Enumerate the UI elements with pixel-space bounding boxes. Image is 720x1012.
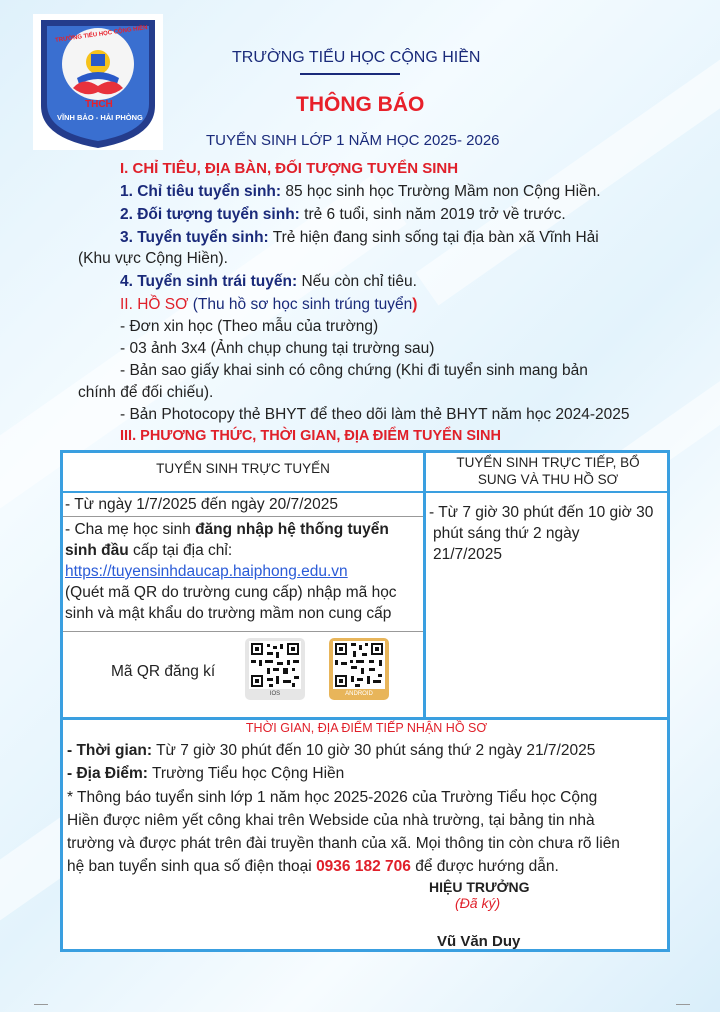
- signer-name: Vũ Văn Duy: [437, 933, 521, 950]
- section2-item: - Đơn xin học (Theo mẫu của trường): [120, 318, 379, 335]
- online-instructions: [65, 519, 423, 624]
- col2-header-line1: TUYỂN SINH TRỰC TIẾP, BỔ: [456, 455, 640, 470]
- phone-number: 0936 182 706: [316, 858, 411, 875]
- section2-item: chính để đối chiếu).: [78, 384, 214, 401]
- direct-admission-info: [429, 502, 669, 565]
- item2-text: trẻ 6 tuổi, sinh năm 2019 trở về trước.: [299, 206, 566, 223]
- col2-header: [426, 454, 670, 488]
- col1-header: TUYỂN SINH TRỰC TUYẾN: [156, 461, 330, 476]
- section2-heading: [120, 296, 417, 314]
- registration-link[interactable]: https://tuyensinhdaucap.haiphong.edu.vn: [65, 563, 348, 580]
- direct-line3: 21/7/2025: [433, 546, 502, 563]
- section1-item3-cont: (Khu vực Cộng Hiền).: [78, 250, 228, 267]
- online-line2a: sinh đầu: [65, 542, 129, 559]
- admission-table: [60, 450, 670, 952]
- corner-mark: [676, 1004, 690, 1005]
- table-section-divider: [63, 717, 670, 720]
- section2-heading-label: II. HỒ SƠ: [120, 296, 189, 313]
- qr-android-label: ANDROID: [345, 691, 373, 697]
- item1-label: 1. Chỉ tiêu tuyển sinh:: [120, 183, 282, 200]
- section1-item1: [120, 183, 601, 201]
- logo-mono: THCH: [85, 99, 113, 110]
- online-line4: sinh và mật khẩu do trường mầm non cung cấp: [65, 605, 392, 622]
- col2-header-line2: SUNG VÀ THU HỒ SƠ: [477, 472, 619, 487]
- logo-bottom-text: VĨNH BẢO - HẢI PHÒNG: [57, 113, 143, 122]
- receive-time: [67, 740, 595, 761]
- page-subtitle: TUYỂN SINH LỚP 1 NĂM HỌC 2025- 2026: [206, 132, 500, 149]
- notice-line3: trường và được phát trên đài truyền thanh của xã. Mọi thông tin còn chưa rõ liên: [67, 835, 620, 852]
- logo-top-text: TRƯỜNG TIỂU HỌC CỘNG HIỀN: [54, 25, 148, 44]
- direct-line1: - Từ 7 giờ 30 phút đến 10 giờ 30: [429, 504, 654, 521]
- page-title: THÔNG BÁO: [296, 93, 425, 116]
- online-line1a: - Cha mẹ học sinh: [65, 521, 196, 538]
- place-text: Trường Tiểu học Cộng Hiền: [147, 765, 345, 782]
- table-row-divider: [63, 516, 423, 517]
- section2-heading-close: ): [412, 296, 418, 313]
- item4-label: 4. Tuyển sinh trái tuyến:: [120, 273, 298, 290]
- direct-line2: phút sáng thứ 2 ngày: [433, 525, 580, 542]
- place-label: - Địa Điểm:: [67, 765, 148, 782]
- online-date-range: - Từ ngày 1/7/2025 đến ngày 20/7/2025: [65, 496, 338, 513]
- notice-line1: * Thông báo tuyển sinh lớp 1 năm học 2025-2026 của Trường Tiểu học Cộng: [67, 789, 598, 806]
- qr-code-android[interactable]: [329, 638, 389, 700]
- notice-line4a: hệ ban tuyển sinh qua số điện thoại: [67, 858, 317, 875]
- online-line2b: cấp tại địa chỉ:: [128, 542, 233, 559]
- school-name-text: TRƯỜNG TIỂU HỌC CỘNG HIỀN: [232, 49, 481, 66]
- table-row-divider: [63, 631, 423, 632]
- online-line3: (Quét mã QR do trường cung cấp) nhập mã học: [65, 584, 397, 601]
- item2-label: 2. Đối tượng tuyển sinh:: [120, 206, 300, 223]
- time-label: - Thời gian:: [67, 742, 153, 759]
- item1-text: 85 học sinh học Trường Mầm non Cộng Hiền.: [281, 183, 601, 200]
- table-header-divider: [63, 491, 423, 493]
- section1-item2: [120, 206, 566, 224]
- section1-item4: [120, 273, 417, 291]
- school-name: [232, 49, 480, 67]
- qr-label: Mã QR đăng kí: [111, 663, 216, 680]
- section1-heading: I. CHỈ TIÊU, ĐỊA BÀN, ĐỐI TƯỢNG TUYỂN SINH: [120, 160, 459, 177]
- signer-title: HIỆU TRƯỞNG: [429, 879, 530, 895]
- signed-note: (Đã ký): [455, 895, 501, 911]
- corner-mark: [34, 1004, 48, 1005]
- notice-line2: Hiền được niêm yết công khai trên Webside của nhà trường, tại bảng tin nhà: [67, 812, 595, 829]
- background-streak: [416, 0, 720, 306]
- section2-heading-note: (Thu hồ sơ học sinh trúng tuyển: [188, 296, 413, 313]
- receive-place: [67, 763, 344, 784]
- school-logo-emblem: [33, 14, 163, 150]
- qr-ios-label: IOS: [269, 691, 281, 697]
- time-text: Từ 7 giờ 30 phút đến 10 giờ 30 phút sáng thứ 2 ngày 21/7/2025: [152, 742, 596, 759]
- school-logo: [33, 14, 163, 150]
- section2-item: - 03 ảnh 3x4 (Ảnh chụp chung tại trường sau): [120, 340, 435, 357]
- table-header-divider: [426, 491, 670, 493]
- receive-heading: THỜI GIAN, ĐỊA ĐIỂM TIẾP NHẬN HỒ SƠ: [245, 721, 488, 735]
- section3-heading: III. PHƯƠNG THỨC, THỜI GIAN, ĐỊA ĐIỂM TUYỂN SINH: [120, 428, 501, 444]
- section2-item: - Bản Photocopy thẻ BHYT để theo dõi làm thẻ BHYT năm học 2024-2025: [120, 406, 630, 423]
- section1-item3: [120, 229, 599, 247]
- qr-code-ios[interactable]: [245, 638, 305, 700]
- item3-label: 3. Tuyển tuyển sinh:: [120, 229, 269, 246]
- notice-paragraph: [67, 786, 667, 878]
- section2-item: - Bản sao giấy khai sinh có công chứng (Khi đi tuyển sinh mang bản: [120, 362, 588, 379]
- online-line1b: đăng nhập hệ thống tuyển: [195, 521, 389, 538]
- notice-line4b: để được hướng dẫn.: [410, 858, 559, 875]
- item4-text: Nếu còn chỉ tiêu.: [297, 273, 417, 290]
- school-name-underline: [300, 73, 400, 75]
- item3-text: Trẻ hiện đang sinh sống tại địa bàn xã Vĩnh Hải: [268, 229, 599, 246]
